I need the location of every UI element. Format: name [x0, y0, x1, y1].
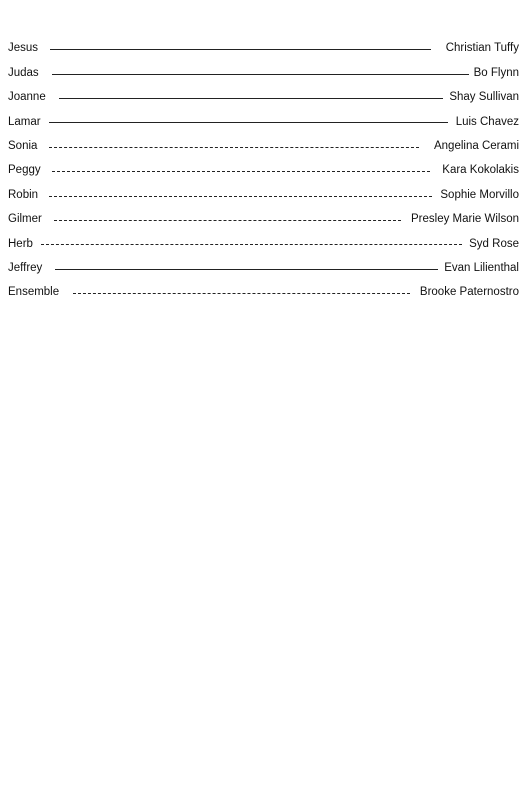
leader-line	[49, 122, 448, 123]
cast-row	[8, 257, 519, 281]
cast-row	[8, 208, 519, 232]
actor-name: Luis Chavez	[455, 115, 519, 128]
role-name: Peggy	[8, 164, 41, 177]
actor-name: Bo Flynn	[473, 66, 519, 79]
role-name: Gilmer	[8, 213, 42, 226]
leader-line	[73, 293, 410, 294]
role-name: Robin	[8, 188, 39, 201]
cast-row	[8, 281, 519, 305]
leader-line	[59, 98, 443, 99]
role-name: Herb	[8, 237, 33, 250]
leader-line	[49, 147, 419, 148]
cast-row	[8, 37, 519, 61]
leader-line	[52, 171, 430, 172]
actor-name: Brooke Paternostro	[419, 286, 519, 299]
leader-line	[55, 269, 438, 270]
actor-name: Sophie Morvillo	[440, 188, 519, 201]
role-name: Jeffrey	[8, 261, 43, 274]
role-name: Lamar	[8, 115, 41, 128]
leader-line	[50, 49, 431, 50]
leader-line	[52, 74, 469, 75]
leader-line	[41, 244, 462, 245]
cast-row	[8, 232, 519, 256]
cast-row	[8, 159, 519, 183]
role-name: Ensemble	[8, 286, 60, 299]
actor-name: Evan Lilienthal	[444, 261, 519, 274]
actor-name: Syd Rose	[469, 237, 519, 250]
actor-name: Presley Marie Wilson	[411, 213, 519, 226]
actor-name: Christian Tuffy	[445, 42, 519, 55]
cast-row	[8, 110, 519, 134]
cast-row	[8, 135, 519, 159]
cast-list	[8, 37, 519, 305]
leader-line	[49, 196, 432, 197]
role-name: Jesus	[8, 42, 39, 55]
actor-name: Shay Sullivan	[449, 91, 519, 104]
cast-row	[8, 183, 519, 207]
role-name: Sonia	[8, 140, 38, 152]
actor-name: Kara Kokolakis	[442, 164, 519, 177]
leader-line	[54, 220, 401, 221]
role-name: Joanne	[8, 91, 46, 104]
actor-name: Angelina Cerami	[433, 140, 519, 152]
cast-row	[8, 61, 519, 85]
cast-row	[8, 86, 519, 110]
role-name: Judas	[8, 66, 39, 79]
